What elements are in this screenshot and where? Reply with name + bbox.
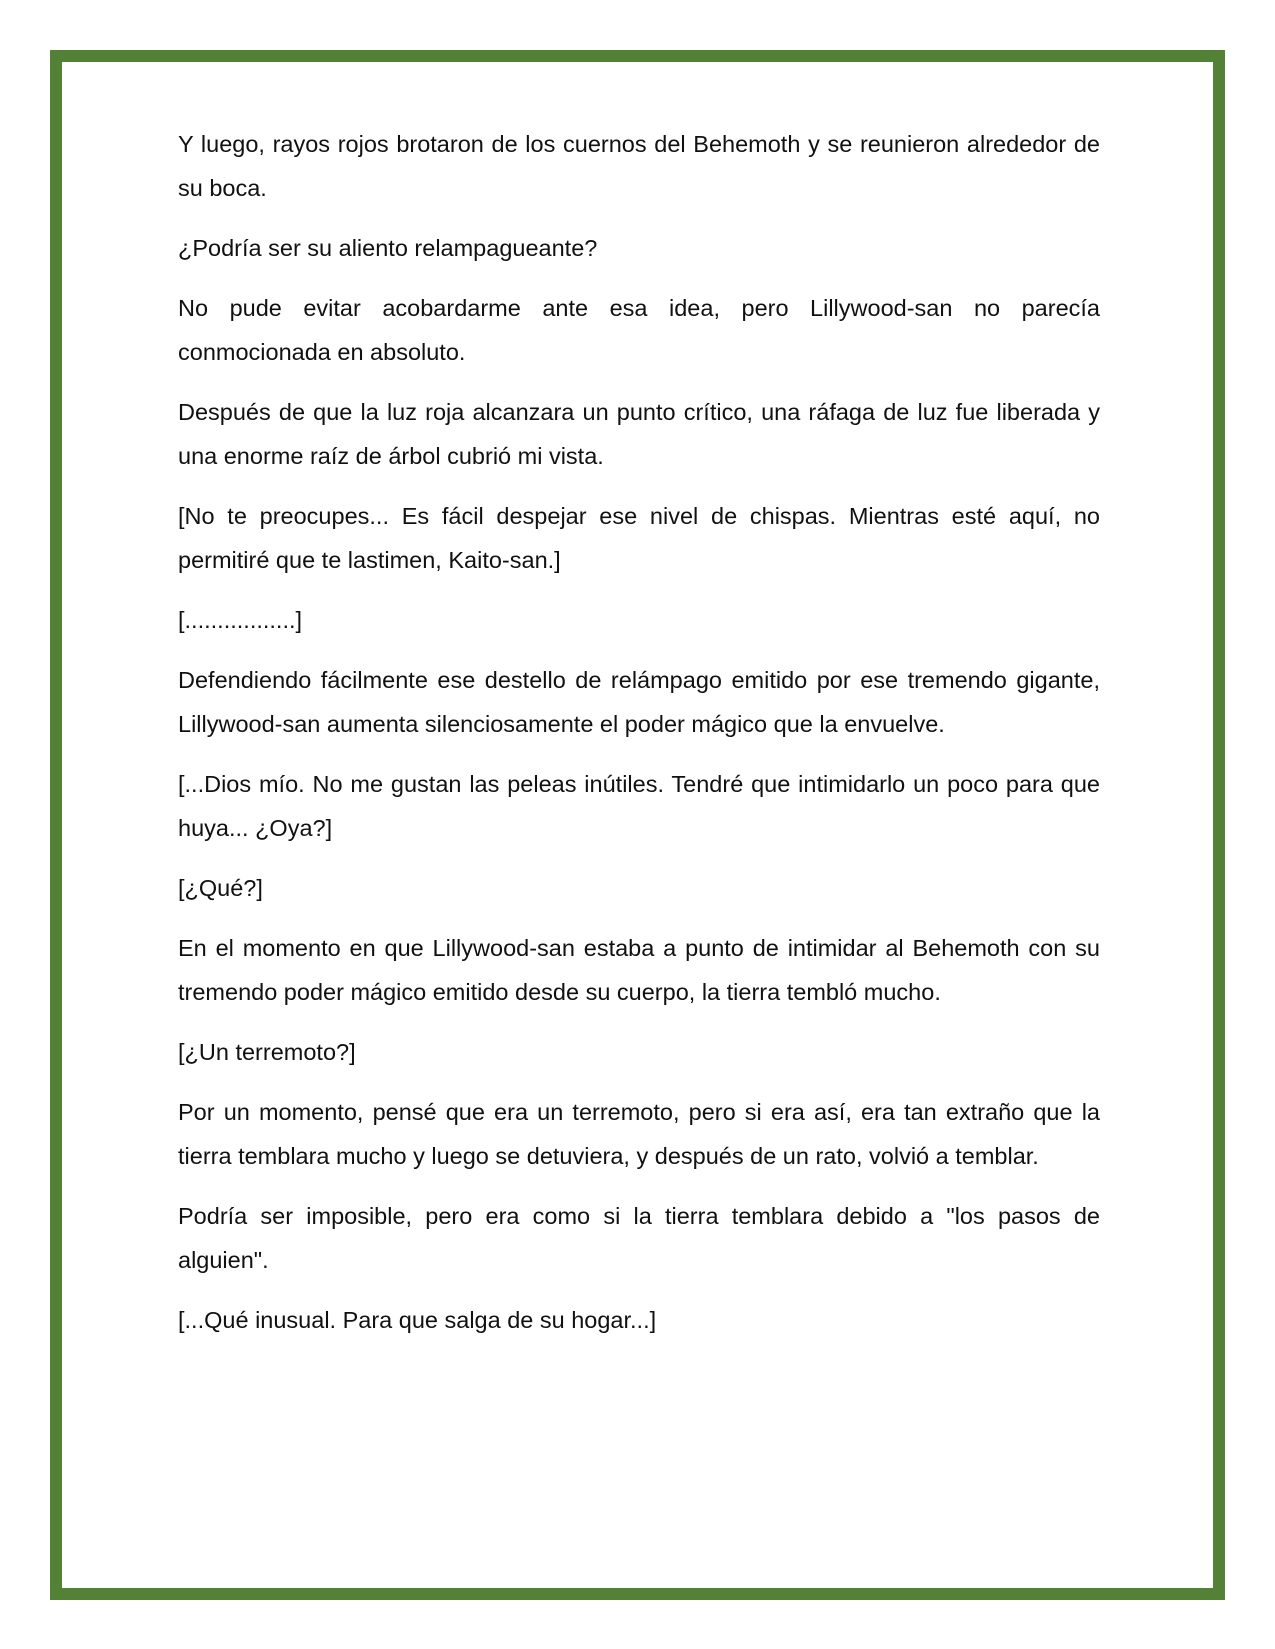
paragraph: ¿Podría ser su aliento relampagueante? — [178, 235, 598, 261]
paragraph: En el momento en que Lillywood-san estaba a punto de intimidar al Behemoth con su tremendo poder mágico emitido desde su cuerpo, la tierra tembló mucho. — [178, 935, 1100, 1005]
paragraph: [¿Qué?] — [178, 875, 263, 901]
document-body — [178, 122, 1100, 1358]
paragraph: [...Dios mío. No me gustan las peleas inútiles. Tendré que intimidarlo un poco para que huya... ¿Oya?] — [178, 771, 1100, 841]
paragraph: Por un momento, pensé que era un terremoto, pero si era así, era tan extraño que la tierra temblara mucho y luego se detuviera, y después de un rato, volvió a temblar. — [178, 1099, 1100, 1169]
paragraph: [¿Un terremoto?] — [178, 1039, 356, 1065]
paragraph: Después de que la luz roja alcanzara un punto crítico, una ráfaga de luz fue liberada y una enorme raíz de árbol cubrió mi vista. — [178, 399, 1100, 469]
paragraph: [...Qué inusual. Para que salga de su hogar...] — [178, 1307, 657, 1333]
paragraph: No pude evitar acobardarme ante esa idea, pero Lillywood-san no parecía conmocionada en absoluto. — [178, 295, 1100, 365]
paragraph: Podría ser imposible, pero era como si la tierra temblara debido a "los pasos de alguien". — [178, 1203, 1100, 1273]
paragraph: Defendiendo fácilmente ese destello de relámpago emitido por ese tremendo gigante, Lillywood-san aumenta silenciosamente el poder mágico que la envuelve. — [178, 667, 1100, 737]
paragraph: Y luego, rayos rojos brotaron de los cuernos del Behemoth y se reunieron alrededor de su boca. — [178, 131, 1100, 201]
paragraph: [No te preocupes... Es fácil despejar ese nivel de chispas. Mientras esté aquí, no permitiré que te lastimen, Kaito-san.] — [178, 503, 1100, 573]
paragraph: [.................] — [178, 607, 303, 633]
